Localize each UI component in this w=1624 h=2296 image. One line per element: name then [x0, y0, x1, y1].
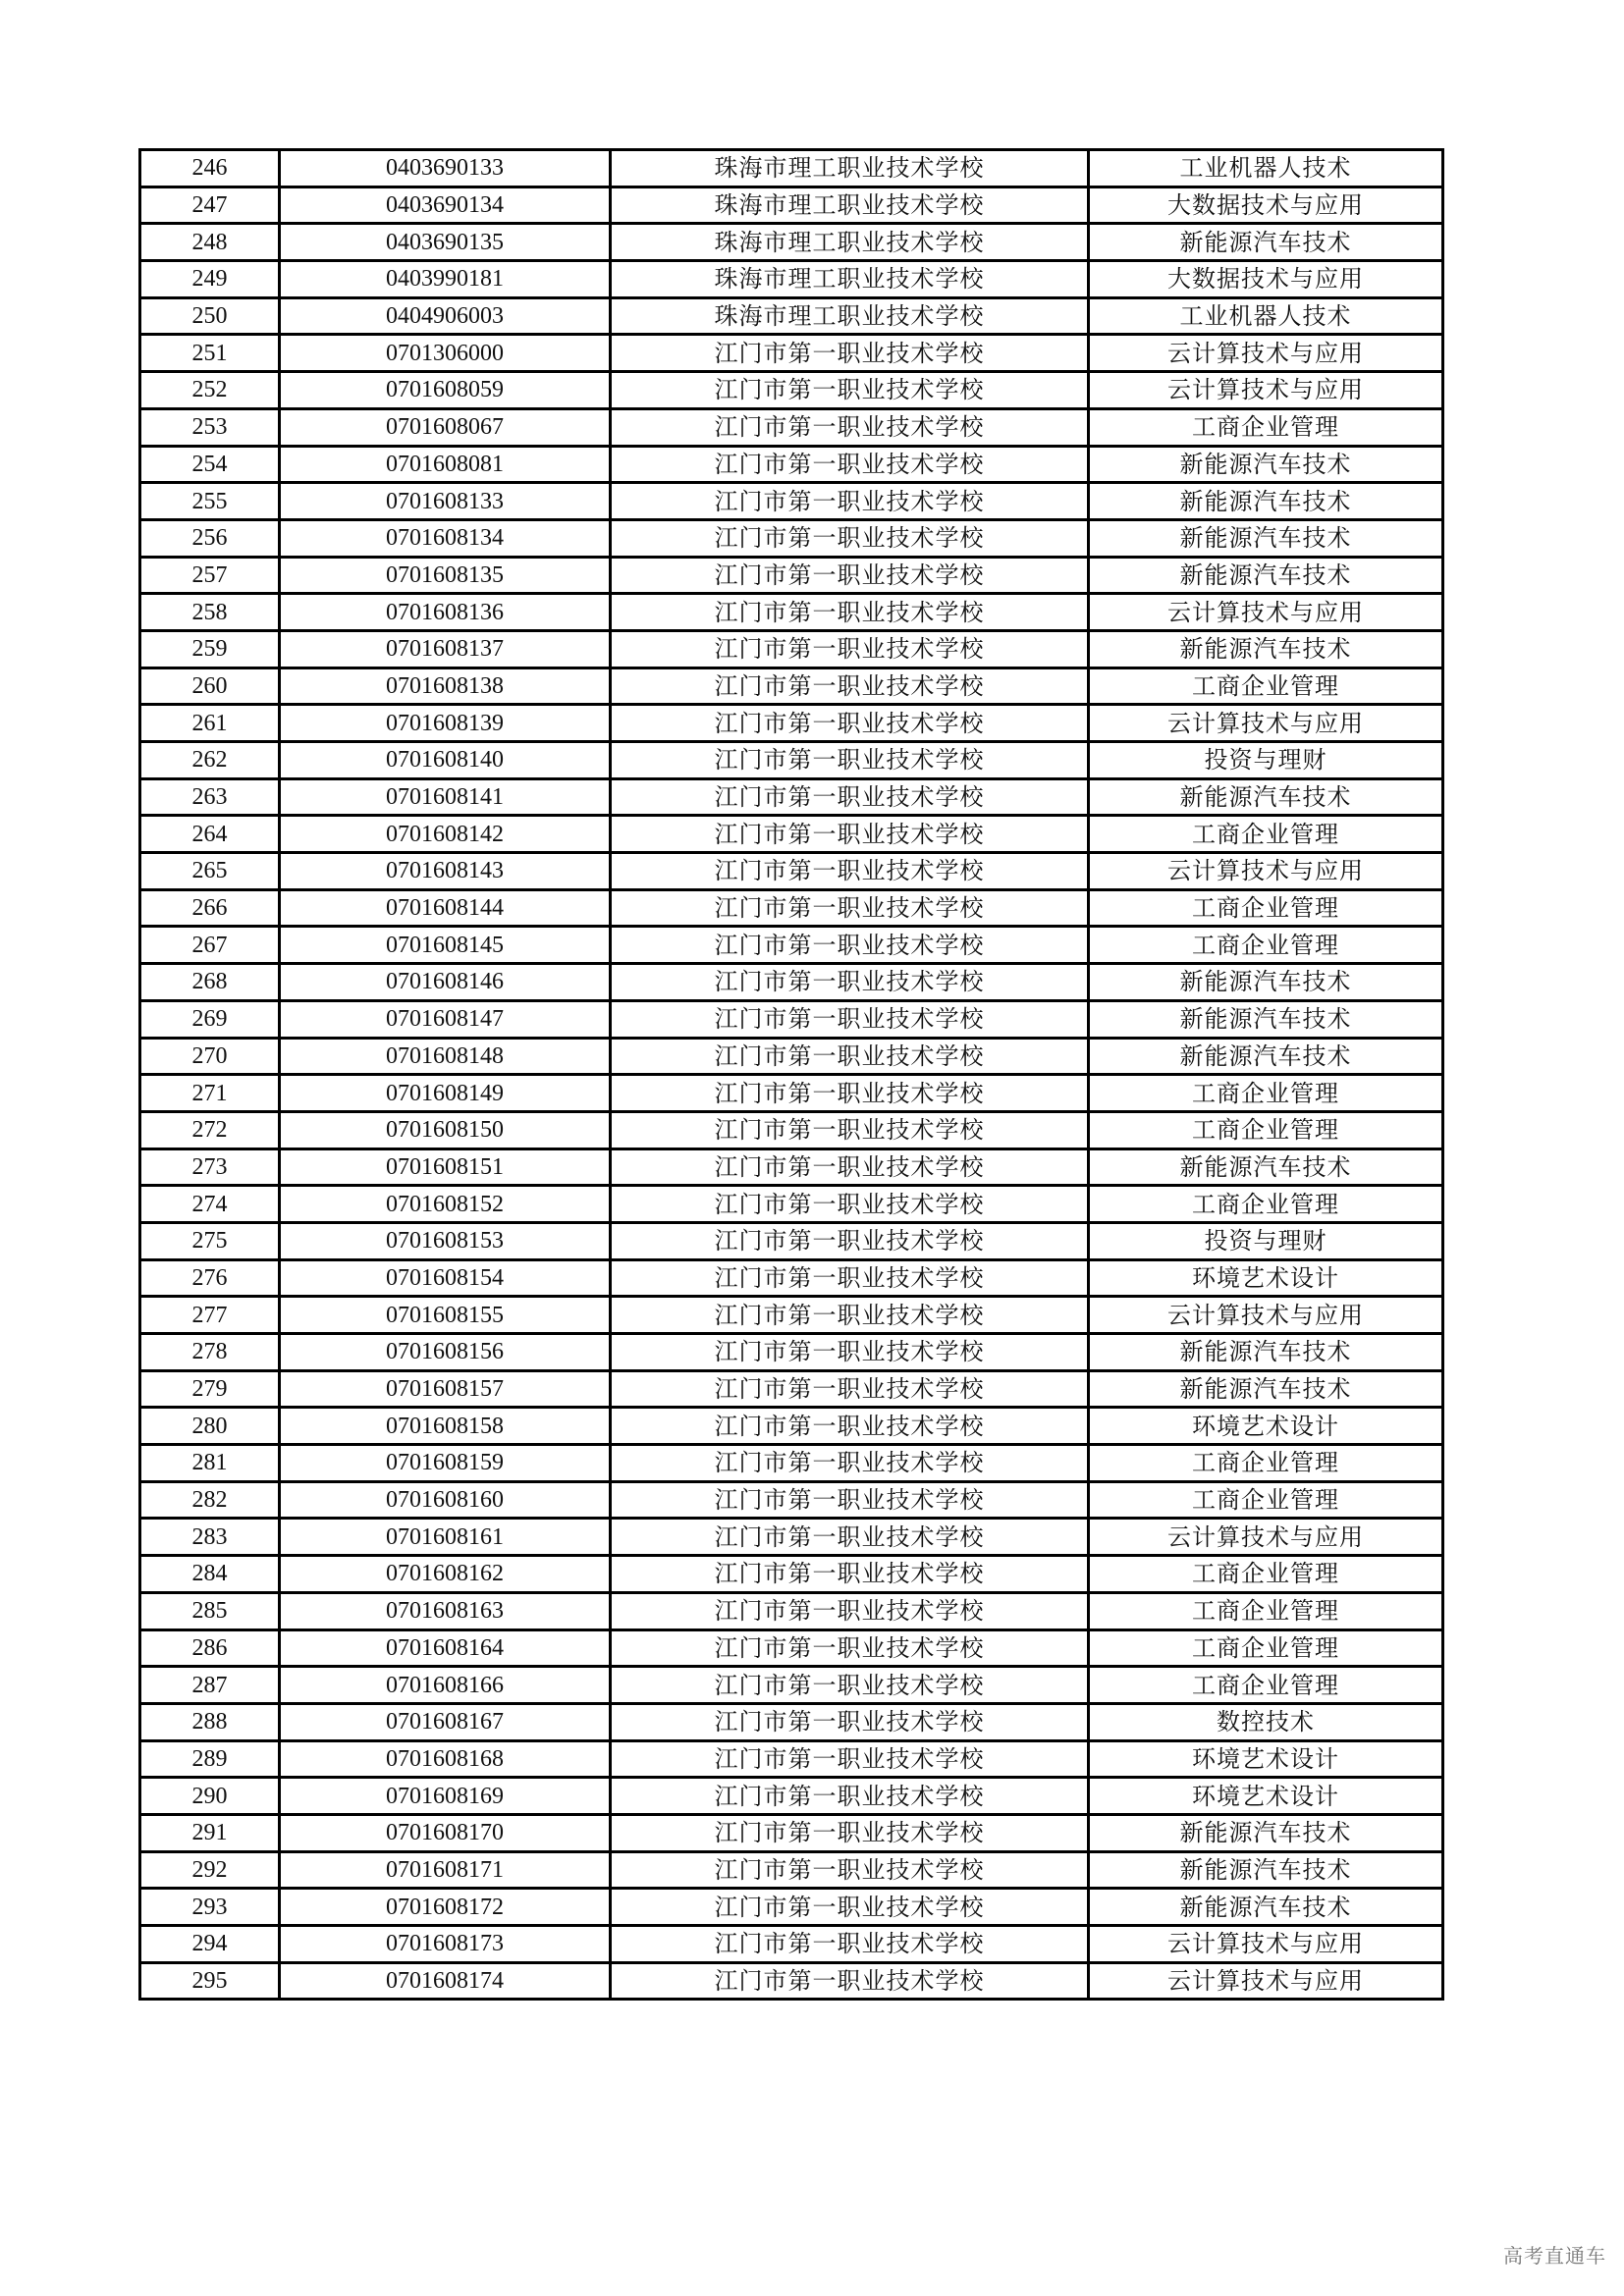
candidate-id-cell: 0701608155 — [280, 1297, 611, 1334]
major-cell: 环境艺术设计 — [1089, 1408, 1443, 1445]
major-cell: 大数据技术与应用 — [1089, 187, 1443, 224]
candidate-id-cell: 0701608174 — [280, 1962, 611, 2000]
table-row — [140, 1038, 1443, 1075]
school-name-cell: 江门市第一职业技术学校 — [611, 408, 1089, 446]
major-cell: 新能源汽车技术 — [1089, 1000, 1443, 1038]
major-cell: 工业机器人技术 — [1089, 297, 1443, 335]
major-cell: 新能源汽车技术 — [1089, 557, 1443, 594]
major-cell: 新能源汽车技术 — [1089, 483, 1443, 520]
school-name-cell: 江门市第一职业技术学校 — [611, 667, 1089, 705]
school-name-cell: 江门市第一职业技术学校 — [611, 557, 1089, 594]
row-number-cell: 255 — [140, 483, 280, 520]
major-cell: 新能源汽车技术 — [1089, 1148, 1443, 1186]
school-name-cell: 江门市第一职业技术学校 — [611, 446, 1089, 483]
table-row — [140, 1075, 1443, 1112]
table-row — [140, 224, 1443, 261]
school-name-cell: 珠海市理工职业技术学校 — [611, 150, 1089, 187]
major-cell: 新能源汽车技术 — [1089, 519, 1443, 557]
candidate-id-cell: 0701608156 — [280, 1334, 611, 1371]
major-cell: 云计算技术与应用 — [1089, 1926, 1443, 1963]
candidate-id-cell: 0701608169 — [280, 1778, 611, 1815]
school-name-cell: 江门市第一职业技术学校 — [611, 1814, 1089, 1851]
row-number-cell: 283 — [140, 1519, 280, 1556]
table-row — [140, 1519, 1443, 1556]
watermark-text: 高考直通车 — [1503, 2244, 1606, 2268]
school-name-cell: 江门市第一职业技术学校 — [611, 1778, 1089, 1815]
school-name-cell: 江门市第一职业技术学校 — [611, 1481, 1089, 1519]
school-name-cell: 江门市第一职业技术学校 — [611, 1038, 1089, 1075]
table-row — [140, 1629, 1443, 1667]
school-name-cell: 江门市第一职业技术学校 — [611, 1556, 1089, 1593]
row-number-cell: 288 — [140, 1703, 280, 1740]
row-number-cell: 250 — [140, 297, 280, 335]
table-row — [140, 519, 1443, 557]
row-number-cell: 291 — [140, 1814, 280, 1851]
candidate-id-cell: 0701608133 — [280, 483, 611, 520]
major-cell: 工商企业管理 — [1089, 1556, 1443, 1593]
table-row — [140, 889, 1443, 927]
candidate-id-cell: 0403990181 — [280, 261, 611, 298]
major-cell: 数控技术 — [1089, 1703, 1443, 1740]
row-number-cell: 277 — [140, 1297, 280, 1334]
table-row — [140, 557, 1443, 594]
school-name-cell: 江门市第一职业技术学校 — [611, 705, 1089, 742]
school-name-cell: 江门市第一职业技术学校 — [611, 1926, 1089, 1963]
major-cell: 工商企业管理 — [1089, 927, 1443, 964]
school-name-cell: 江门市第一职业技术学校 — [611, 1370, 1089, 1408]
school-name-cell: 江门市第一职业技术学校 — [611, 1703, 1089, 1740]
row-number-cell: 251 — [140, 335, 280, 372]
school-name-cell: 江门市第一职业技术学校 — [611, 778, 1089, 816]
candidate-id-cell: 0701608162 — [280, 1556, 611, 1593]
row-number-cell: 278 — [140, 1334, 280, 1371]
row-number-cell: 294 — [140, 1926, 280, 1963]
table-row — [140, 1186, 1443, 1223]
major-cell: 新能源汽车技术 — [1089, 446, 1443, 483]
row-number-cell: 257 — [140, 557, 280, 594]
candidate-id-cell: 0701608166 — [280, 1667, 611, 1704]
row-number-cell: 260 — [140, 667, 280, 705]
row-number-cell: 295 — [140, 1962, 280, 2000]
row-number-cell: 249 — [140, 261, 280, 298]
row-number-cell: 279 — [140, 1370, 280, 1408]
candidate-id-cell: 0701608138 — [280, 667, 611, 705]
school-name-cell: 江门市第一职业技术学校 — [611, 889, 1089, 927]
school-name-cell: 江门市第一职业技术学校 — [611, 1889, 1089, 1926]
table-row — [140, 778, 1443, 816]
major-cell: 新能源汽车技术 — [1089, 1038, 1443, 1075]
major-cell: 云计算技术与应用 — [1089, 1962, 1443, 2000]
candidate-id-cell: 0701608152 — [280, 1186, 611, 1223]
table-row — [140, 335, 1443, 372]
candidate-id-cell: 0701608153 — [280, 1222, 611, 1259]
candidate-id-cell: 0701608161 — [280, 1519, 611, 1556]
school-name-cell: 江门市第一职业技术学校 — [611, 372, 1089, 409]
school-name-cell: 珠海市理工职业技术学校 — [611, 261, 1089, 298]
candidate-id-cell: 0403690135 — [280, 224, 611, 261]
table-row — [140, 408, 1443, 446]
major-cell: 投资与理财 — [1089, 742, 1443, 779]
table-row — [140, 187, 1443, 224]
candidate-id-cell: 0701608149 — [280, 1075, 611, 1112]
table-row — [140, 1222, 1443, 1259]
table-row — [140, 1148, 1443, 1186]
row-number-cell: 287 — [140, 1667, 280, 1704]
row-number-cell: 290 — [140, 1778, 280, 1815]
major-cell: 工商企业管理 — [1089, 1629, 1443, 1667]
row-number-cell: 286 — [140, 1629, 280, 1667]
candidate-id-cell: 0701608160 — [280, 1481, 611, 1519]
row-number-cell: 248 — [140, 224, 280, 261]
candidate-id-cell: 0701608134 — [280, 519, 611, 557]
row-number-cell: 268 — [140, 964, 280, 1001]
school-name-cell: 江门市第一职业技术学校 — [611, 483, 1089, 520]
table-row — [140, 1334, 1443, 1371]
major-cell: 工商企业管理 — [1089, 667, 1443, 705]
major-cell: 新能源汽车技术 — [1089, 1814, 1443, 1851]
candidate-id-cell: 0701608144 — [280, 889, 611, 927]
school-name-cell: 江门市第一职业技术学校 — [611, 816, 1089, 853]
major-cell: 工业机器人技术 — [1089, 150, 1443, 187]
school-name-cell: 江门市第一职业技术学校 — [611, 594, 1089, 631]
major-cell: 云计算技术与应用 — [1089, 335, 1443, 372]
table-row — [140, 594, 1443, 631]
candidate-id-cell: 0701608170 — [280, 1814, 611, 1851]
school-name-cell: 江门市第一职业技术学校 — [611, 630, 1089, 667]
major-cell: 工商企业管理 — [1089, 1111, 1443, 1148]
table-row — [140, 1370, 1443, 1408]
candidate-id-cell: 0701608059 — [280, 372, 611, 409]
major-cell: 云计算技术与应用 — [1089, 705, 1443, 742]
major-cell: 云计算技术与应用 — [1089, 372, 1443, 409]
table-row — [140, 1000, 1443, 1038]
row-number-cell: 292 — [140, 1851, 280, 1889]
row-number-cell: 259 — [140, 630, 280, 667]
major-cell: 新能源汽车技术 — [1089, 1851, 1443, 1889]
table-row — [140, 1889, 1443, 1926]
school-name-cell: 江门市第一职业技术学校 — [611, 927, 1089, 964]
major-cell: 云计算技术与应用 — [1089, 1297, 1443, 1334]
row-number-cell: 284 — [140, 1556, 280, 1593]
table-row — [140, 1259, 1443, 1297]
school-name-cell: 江门市第一职业技术学校 — [611, 1075, 1089, 1112]
school-name-cell: 江门市第一职业技术学校 — [611, 1000, 1089, 1038]
candidate-id-cell: 0701608171 — [280, 1851, 611, 1889]
row-number-cell: 276 — [140, 1259, 280, 1297]
school-name-cell: 江门市第一职业技术学校 — [611, 1851, 1089, 1889]
school-name-cell: 江门市第一职业技术学校 — [611, 742, 1089, 779]
major-cell: 新能源汽车技术 — [1089, 224, 1443, 261]
candidate-id-cell: 0701608139 — [280, 705, 611, 742]
row-number-cell: 293 — [140, 1889, 280, 1926]
candidate-id-cell: 0701608163 — [280, 1592, 611, 1629]
major-cell: 环境艺术设计 — [1089, 1778, 1443, 1815]
school-name-cell: 江门市第一职业技术学校 — [611, 1186, 1089, 1223]
candidate-id-cell: 0403690134 — [280, 187, 611, 224]
candidate-id-cell: 0701608164 — [280, 1629, 611, 1667]
school-name-cell: 江门市第一职业技术学校 — [611, 1740, 1089, 1778]
row-number-cell: 253 — [140, 408, 280, 446]
major-cell: 工商企业管理 — [1089, 1445, 1443, 1482]
candidate-id-cell: 0701608146 — [280, 964, 611, 1001]
candidate-id-cell: 0701608141 — [280, 778, 611, 816]
candidate-id-cell: 0701608159 — [280, 1445, 611, 1482]
table-body — [140, 150, 1443, 2000]
candidate-id-cell: 0701608142 — [280, 816, 611, 853]
major-cell: 云计算技术与应用 — [1089, 1519, 1443, 1556]
school-name-cell: 珠海市理工职业技术学校 — [611, 187, 1089, 224]
table-row — [140, 1703, 1443, 1740]
school-name-cell: 江门市第一职业技术学校 — [611, 1962, 1089, 2000]
row-number-cell: 264 — [140, 816, 280, 853]
candidate-id-cell: 0701608135 — [280, 557, 611, 594]
row-number-cell: 274 — [140, 1186, 280, 1223]
row-number-cell: 261 — [140, 705, 280, 742]
row-number-cell: 256 — [140, 519, 280, 557]
school-name-cell: 江门市第一职业技术学校 — [611, 1667, 1089, 1704]
table-row — [140, 1111, 1443, 1148]
row-number-cell: 252 — [140, 372, 280, 409]
table-row — [140, 1926, 1443, 1963]
table-row — [140, 261, 1443, 298]
table-row — [140, 1667, 1443, 1704]
candidate-id-cell: 0701608147 — [280, 1000, 611, 1038]
row-number-cell: 282 — [140, 1481, 280, 1519]
major-cell: 新能源汽车技术 — [1089, 964, 1443, 1001]
row-number-cell: 246 — [140, 150, 280, 187]
row-number-cell: 269 — [140, 1000, 280, 1038]
candidate-id-cell: 0701608168 — [280, 1740, 611, 1778]
school-name-cell: 江门市第一职业技术学校 — [611, 1408, 1089, 1445]
table-row — [140, 927, 1443, 964]
candidate-id-cell: 0701608173 — [280, 1926, 611, 1963]
table-row — [140, 483, 1443, 520]
school-name-cell: 江门市第一职业技术学校 — [611, 1222, 1089, 1259]
table-row — [140, 1408, 1443, 1445]
major-cell: 环境艺术设计 — [1089, 1259, 1443, 1297]
table-row — [140, 1851, 1443, 1889]
school-name-cell: 江门市第一职业技术学校 — [611, 1445, 1089, 1482]
table-row — [140, 705, 1443, 742]
school-name-cell: 江门市第一职业技术学校 — [611, 964, 1089, 1001]
candidate-id-cell: 0701608172 — [280, 1889, 611, 1926]
table-row — [140, 1297, 1443, 1334]
row-number-cell: 254 — [140, 446, 280, 483]
candidate-id-cell: 0701608157 — [280, 1370, 611, 1408]
row-number-cell: 275 — [140, 1222, 280, 1259]
school-name-cell: 江门市第一职业技术学校 — [611, 1519, 1089, 1556]
candidate-id-cell: 0701608145 — [280, 927, 611, 964]
admission-list-table — [138, 148, 1444, 2001]
school-name-cell: 江门市第一职业技术学校 — [611, 519, 1089, 557]
candidate-id-cell: 0701608067 — [280, 408, 611, 446]
row-number-cell: 258 — [140, 594, 280, 631]
major-cell: 新能源汽车技术 — [1089, 630, 1443, 667]
table-row — [140, 1556, 1443, 1593]
row-number-cell: 289 — [140, 1740, 280, 1778]
candidate-id-cell: 0701608154 — [280, 1259, 611, 1297]
table-row — [140, 1592, 1443, 1629]
row-number-cell: 270 — [140, 1038, 280, 1075]
major-cell: 工商企业管理 — [1089, 1592, 1443, 1629]
school-name-cell: 珠海市理工职业技术学校 — [611, 224, 1089, 261]
school-name-cell: 江门市第一职业技术学校 — [611, 1592, 1089, 1629]
candidate-id-cell: 0701608140 — [280, 742, 611, 779]
row-number-cell: 280 — [140, 1408, 280, 1445]
candidate-id-cell: 0701608137 — [280, 630, 611, 667]
major-cell: 新能源汽车技术 — [1089, 1370, 1443, 1408]
major-cell: 工商企业管理 — [1089, 1481, 1443, 1519]
row-number-cell: 272 — [140, 1111, 280, 1148]
row-number-cell: 267 — [140, 927, 280, 964]
school-name-cell: 江门市第一职业技术学校 — [611, 1297, 1089, 1334]
row-number-cell: 271 — [140, 1075, 280, 1112]
candidate-id-cell: 0701608150 — [280, 1111, 611, 1148]
table-row — [140, 1740, 1443, 1778]
table-row — [140, 1481, 1443, 1519]
candidate-id-cell: 0403690133 — [280, 150, 611, 187]
table-row — [140, 297, 1443, 335]
school-name-cell: 江门市第一职业技术学校 — [611, 1148, 1089, 1186]
candidate-id-cell: 0701608158 — [280, 1408, 611, 1445]
table-row — [140, 964, 1443, 1001]
major-cell: 工商企业管理 — [1089, 408, 1443, 446]
table-row — [140, 667, 1443, 705]
row-number-cell: 266 — [140, 889, 280, 927]
major-cell: 工商企业管理 — [1089, 816, 1443, 853]
table-row — [140, 1814, 1443, 1851]
school-name-cell: 珠海市理工职业技术学校 — [611, 297, 1089, 335]
table-row — [140, 446, 1443, 483]
major-cell: 云计算技术与应用 — [1089, 853, 1443, 890]
candidate-id-cell: 0701608081 — [280, 446, 611, 483]
table-row — [140, 372, 1443, 409]
major-cell: 工商企业管理 — [1089, 889, 1443, 927]
row-number-cell: 285 — [140, 1592, 280, 1629]
major-cell: 投资与理财 — [1089, 1222, 1443, 1259]
table-row — [140, 853, 1443, 890]
table-row — [140, 742, 1443, 779]
candidate-id-cell: 0404906003 — [280, 297, 611, 335]
school-name-cell: 江门市第一职业技术学校 — [611, 1334, 1089, 1371]
row-number-cell: 262 — [140, 742, 280, 779]
candidate-id-cell: 0701608151 — [280, 1148, 611, 1186]
row-number-cell: 273 — [140, 1148, 280, 1186]
row-number-cell: 265 — [140, 853, 280, 890]
major-cell: 新能源汽车技术 — [1089, 1889, 1443, 1926]
school-name-cell: 江门市第一职业技术学校 — [611, 1111, 1089, 1148]
table-row — [140, 630, 1443, 667]
table-row — [140, 1962, 1443, 2000]
table-row — [140, 150, 1443, 187]
major-cell: 环境艺术设计 — [1089, 1740, 1443, 1778]
school-name-cell: 江门市第一职业技术学校 — [611, 335, 1089, 372]
major-cell: 工商企业管理 — [1089, 1667, 1443, 1704]
major-cell: 大数据技术与应用 — [1089, 261, 1443, 298]
row-number-cell: 263 — [140, 778, 280, 816]
school-name-cell: 江门市第一职业技术学校 — [611, 1629, 1089, 1667]
table-row — [140, 1778, 1443, 1815]
major-cell: 云计算技术与应用 — [1089, 594, 1443, 631]
table-row — [140, 816, 1443, 853]
table-row — [140, 1445, 1443, 1482]
major-cell: 工商企业管理 — [1089, 1186, 1443, 1223]
candidate-id-cell: 0701608136 — [280, 594, 611, 631]
row-number-cell: 281 — [140, 1445, 280, 1482]
row-number-cell: 247 — [140, 187, 280, 224]
major-cell: 新能源汽车技术 — [1089, 778, 1443, 816]
candidate-id-cell: 0701608167 — [280, 1703, 611, 1740]
school-name-cell: 江门市第一职业技术学校 — [611, 1259, 1089, 1297]
candidate-id-cell: 0701608143 — [280, 853, 611, 890]
school-name-cell: 江门市第一职业技术学校 — [611, 853, 1089, 890]
candidate-id-cell: 0701608148 — [280, 1038, 611, 1075]
major-cell: 工商企业管理 — [1089, 1075, 1443, 1112]
candidate-id-cell: 0701306000 — [280, 335, 611, 372]
major-cell: 新能源汽车技术 — [1089, 1334, 1443, 1371]
